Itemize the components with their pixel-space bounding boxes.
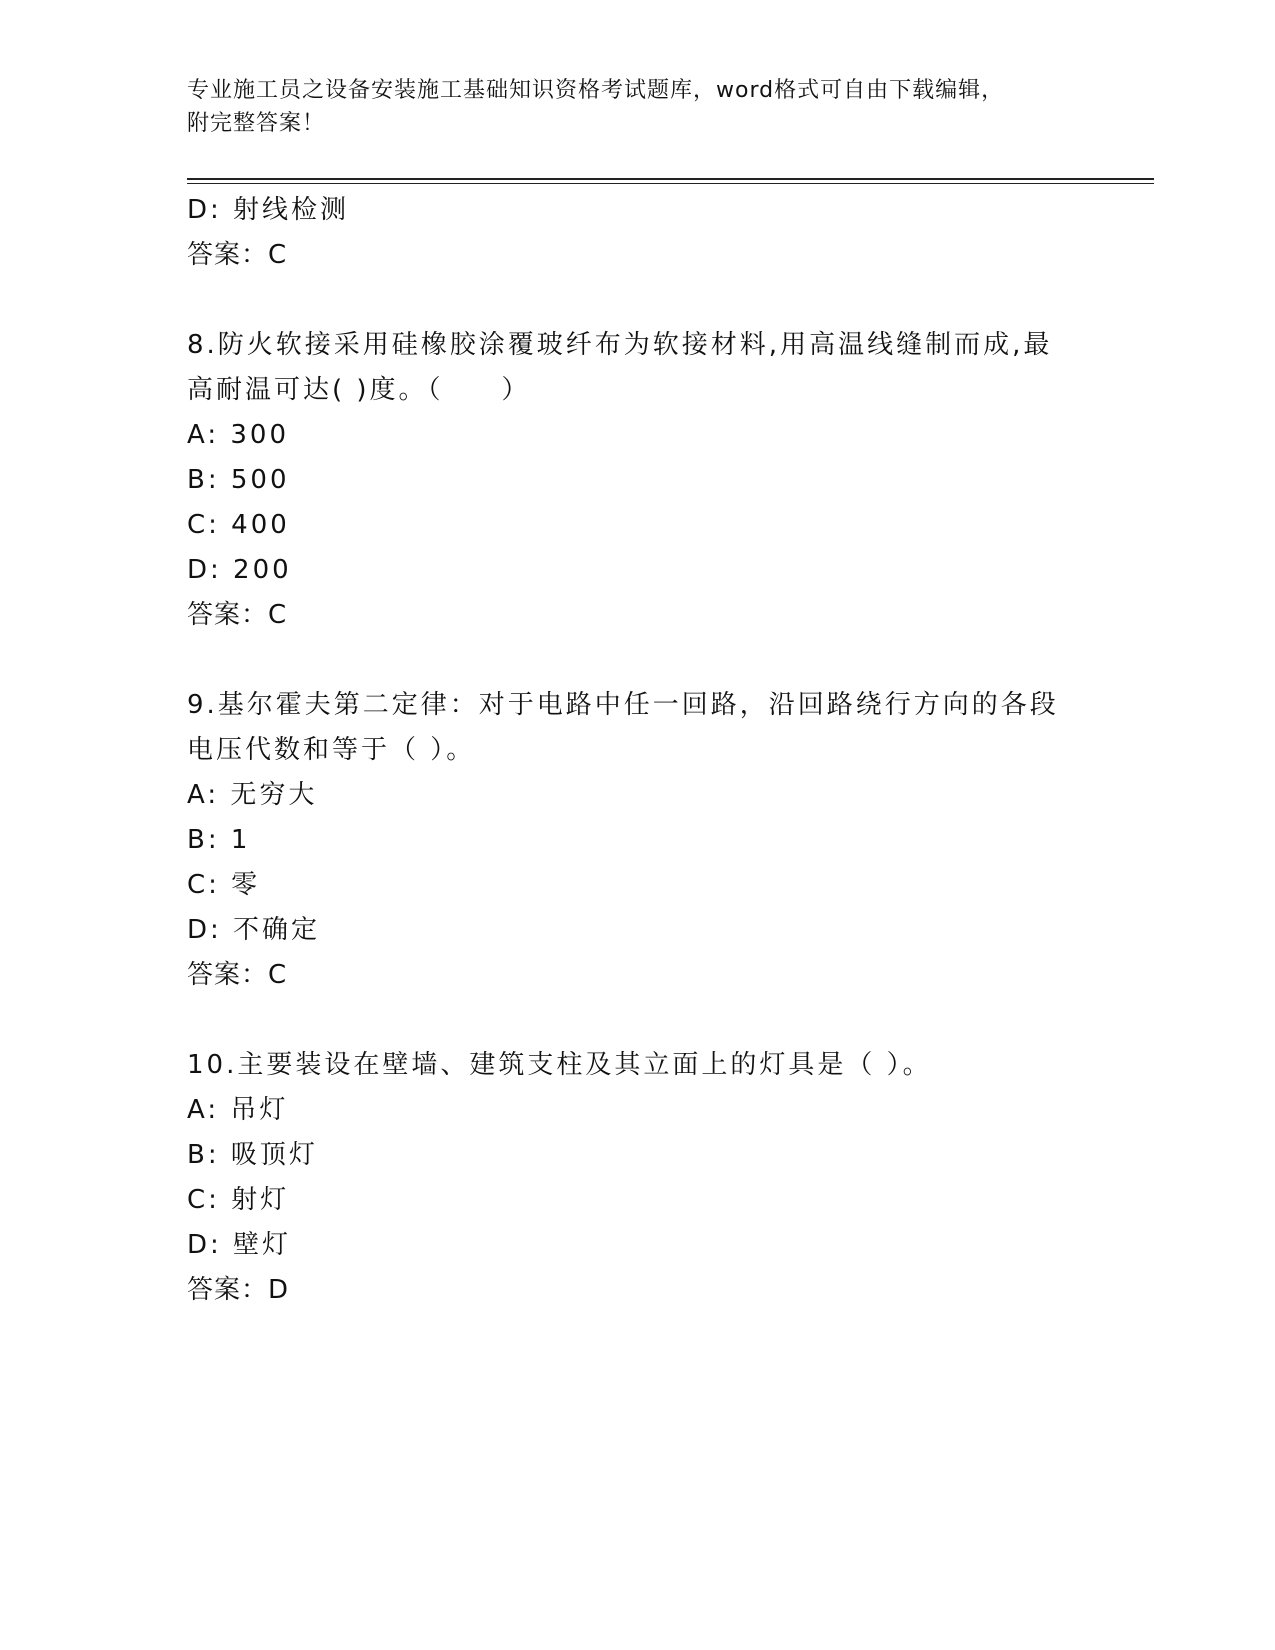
carryover-option-d: D: 射线检测 (187, 195, 350, 225)
header-title-line-1: 专业施工员之设备安装施工基础知识资格考试题库，word格式可自由下载编辑， (187, 78, 1005, 103)
question-8-option-a: A: 300 (187, 420, 289, 450)
carryover-answer: 答案：C (187, 240, 288, 270)
question-8-option-d: D: 200 (187, 555, 292, 585)
question-9-text-line-2: 电压代数和等于（ ）。 (187, 735, 476, 765)
question-9-text-line-1: 9.基尔霍夫第二定律：对于电路中任一回路，沿回路绕行方向的各段 (187, 690, 1059, 720)
question-10-text-line-1: 10.主要装设在壁墙、建筑支柱及其立面上的灯具是（ ）。 (187, 1050, 932, 1080)
question-8-text-line-1: 8.防火软接采用硅橡胶涂覆玻纤布为软接材料,用高温线缝制而成,最 (187, 330, 1053, 360)
question-9-option-b: B: 1 (187, 825, 251, 855)
header-divider-thick (187, 178, 1154, 180)
question-10-option-d: D: 壁灯 (187, 1230, 292, 1260)
question-8-answer: 答案：C (187, 600, 288, 630)
spacer (187, 638, 1087, 683)
question-9 (187, 683, 1087, 998)
question-10 (187, 1043, 1087, 1313)
question-10-option-a: A: 吊灯 (187, 1095, 289, 1125)
question-9-option-a: A: 无穷大 (187, 780, 318, 810)
question-9-answer: 答案：C (187, 960, 288, 990)
question-10-option-c: C: 射灯 (187, 1185, 290, 1215)
header-divider-thin (187, 183, 1154, 184)
question-10-option-b: B: 吸顶灯 (187, 1140, 318, 1170)
spacer (187, 278, 1087, 323)
question-8-option-b: B: 500 (187, 465, 290, 495)
header-title-line-2: 附完整答案！ (187, 111, 326, 136)
question-9-option-c: C: 零 (187, 870, 261, 900)
question-8 (187, 323, 1087, 638)
question-9-option-d: D: 不确定 (187, 915, 321, 945)
document-header (187, 74, 1087, 140)
question-8-option-c: C: 400 (187, 510, 290, 540)
question-10-answer: 答案：D (187, 1275, 290, 1305)
question-8-text-line-2: 高耐温可达( )度。（ ） (187, 375, 531, 405)
question-list (187, 188, 1087, 1313)
spacer (187, 998, 1087, 1043)
